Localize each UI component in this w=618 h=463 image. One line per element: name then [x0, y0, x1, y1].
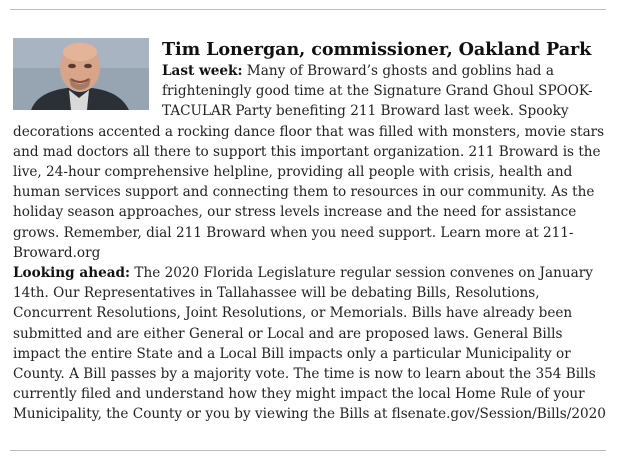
looking-ahead-paragraph [13, 263, 606, 425]
looking-ahead-label: Looking ahead: [13, 265, 131, 282]
person-portrait-icon [13, 38, 149, 110]
last-week-text: Many of Broward’s ghosts and goblins had a frighteningly good time at the Signature Grand Ghoul SPOOK-TACULAR Party benefiting 211 Broward last week. Spooky decorations accented a rocking dance floor that was filled with monsters, movie stars and mad doctors all there to support this important organization. 211 Broward is the live, 24-hour comprehensive helpline, providing all people with crisis, health and human services support and connecting them to resources in our community. As the holiday season approaches, our stress levels increase and the need for assistance grows. Remember, dial 211 Broward when you need support. Learn more at 211-Broward.org [13, 63, 605, 261]
article-title: Tim Lonergan, commissioner, Oakland Park [162, 39, 592, 60]
article [13, 38, 606, 425]
last-week-label: Last week: [162, 63, 243, 79]
bottom-divider [10, 450, 606, 451]
portrait-photo [13, 38, 149, 110]
looking-ahead-text: The 2020 Florida Legislature regular session convenes on January 14th. Our Representatives in Tallahassee will be debating Bills, Resolutions, Concurrent Resolutions, Joint Resolutions, or Memorials. Bills have already been submitted and are either General or Local and are proposed laws. General Bills impact the entire State and a Local Bill impacts only a particular Municipality or County. A Bill passes by a majority vote. The time is now to learn about the 354 Bills currently filed and understand how they might impact the local Home Rule of your Municipality, the County or you by viewing the Bills at flsenate.gov/Session/Bills/2020 [13, 265, 606, 423]
top-divider [10, 9, 606, 10]
